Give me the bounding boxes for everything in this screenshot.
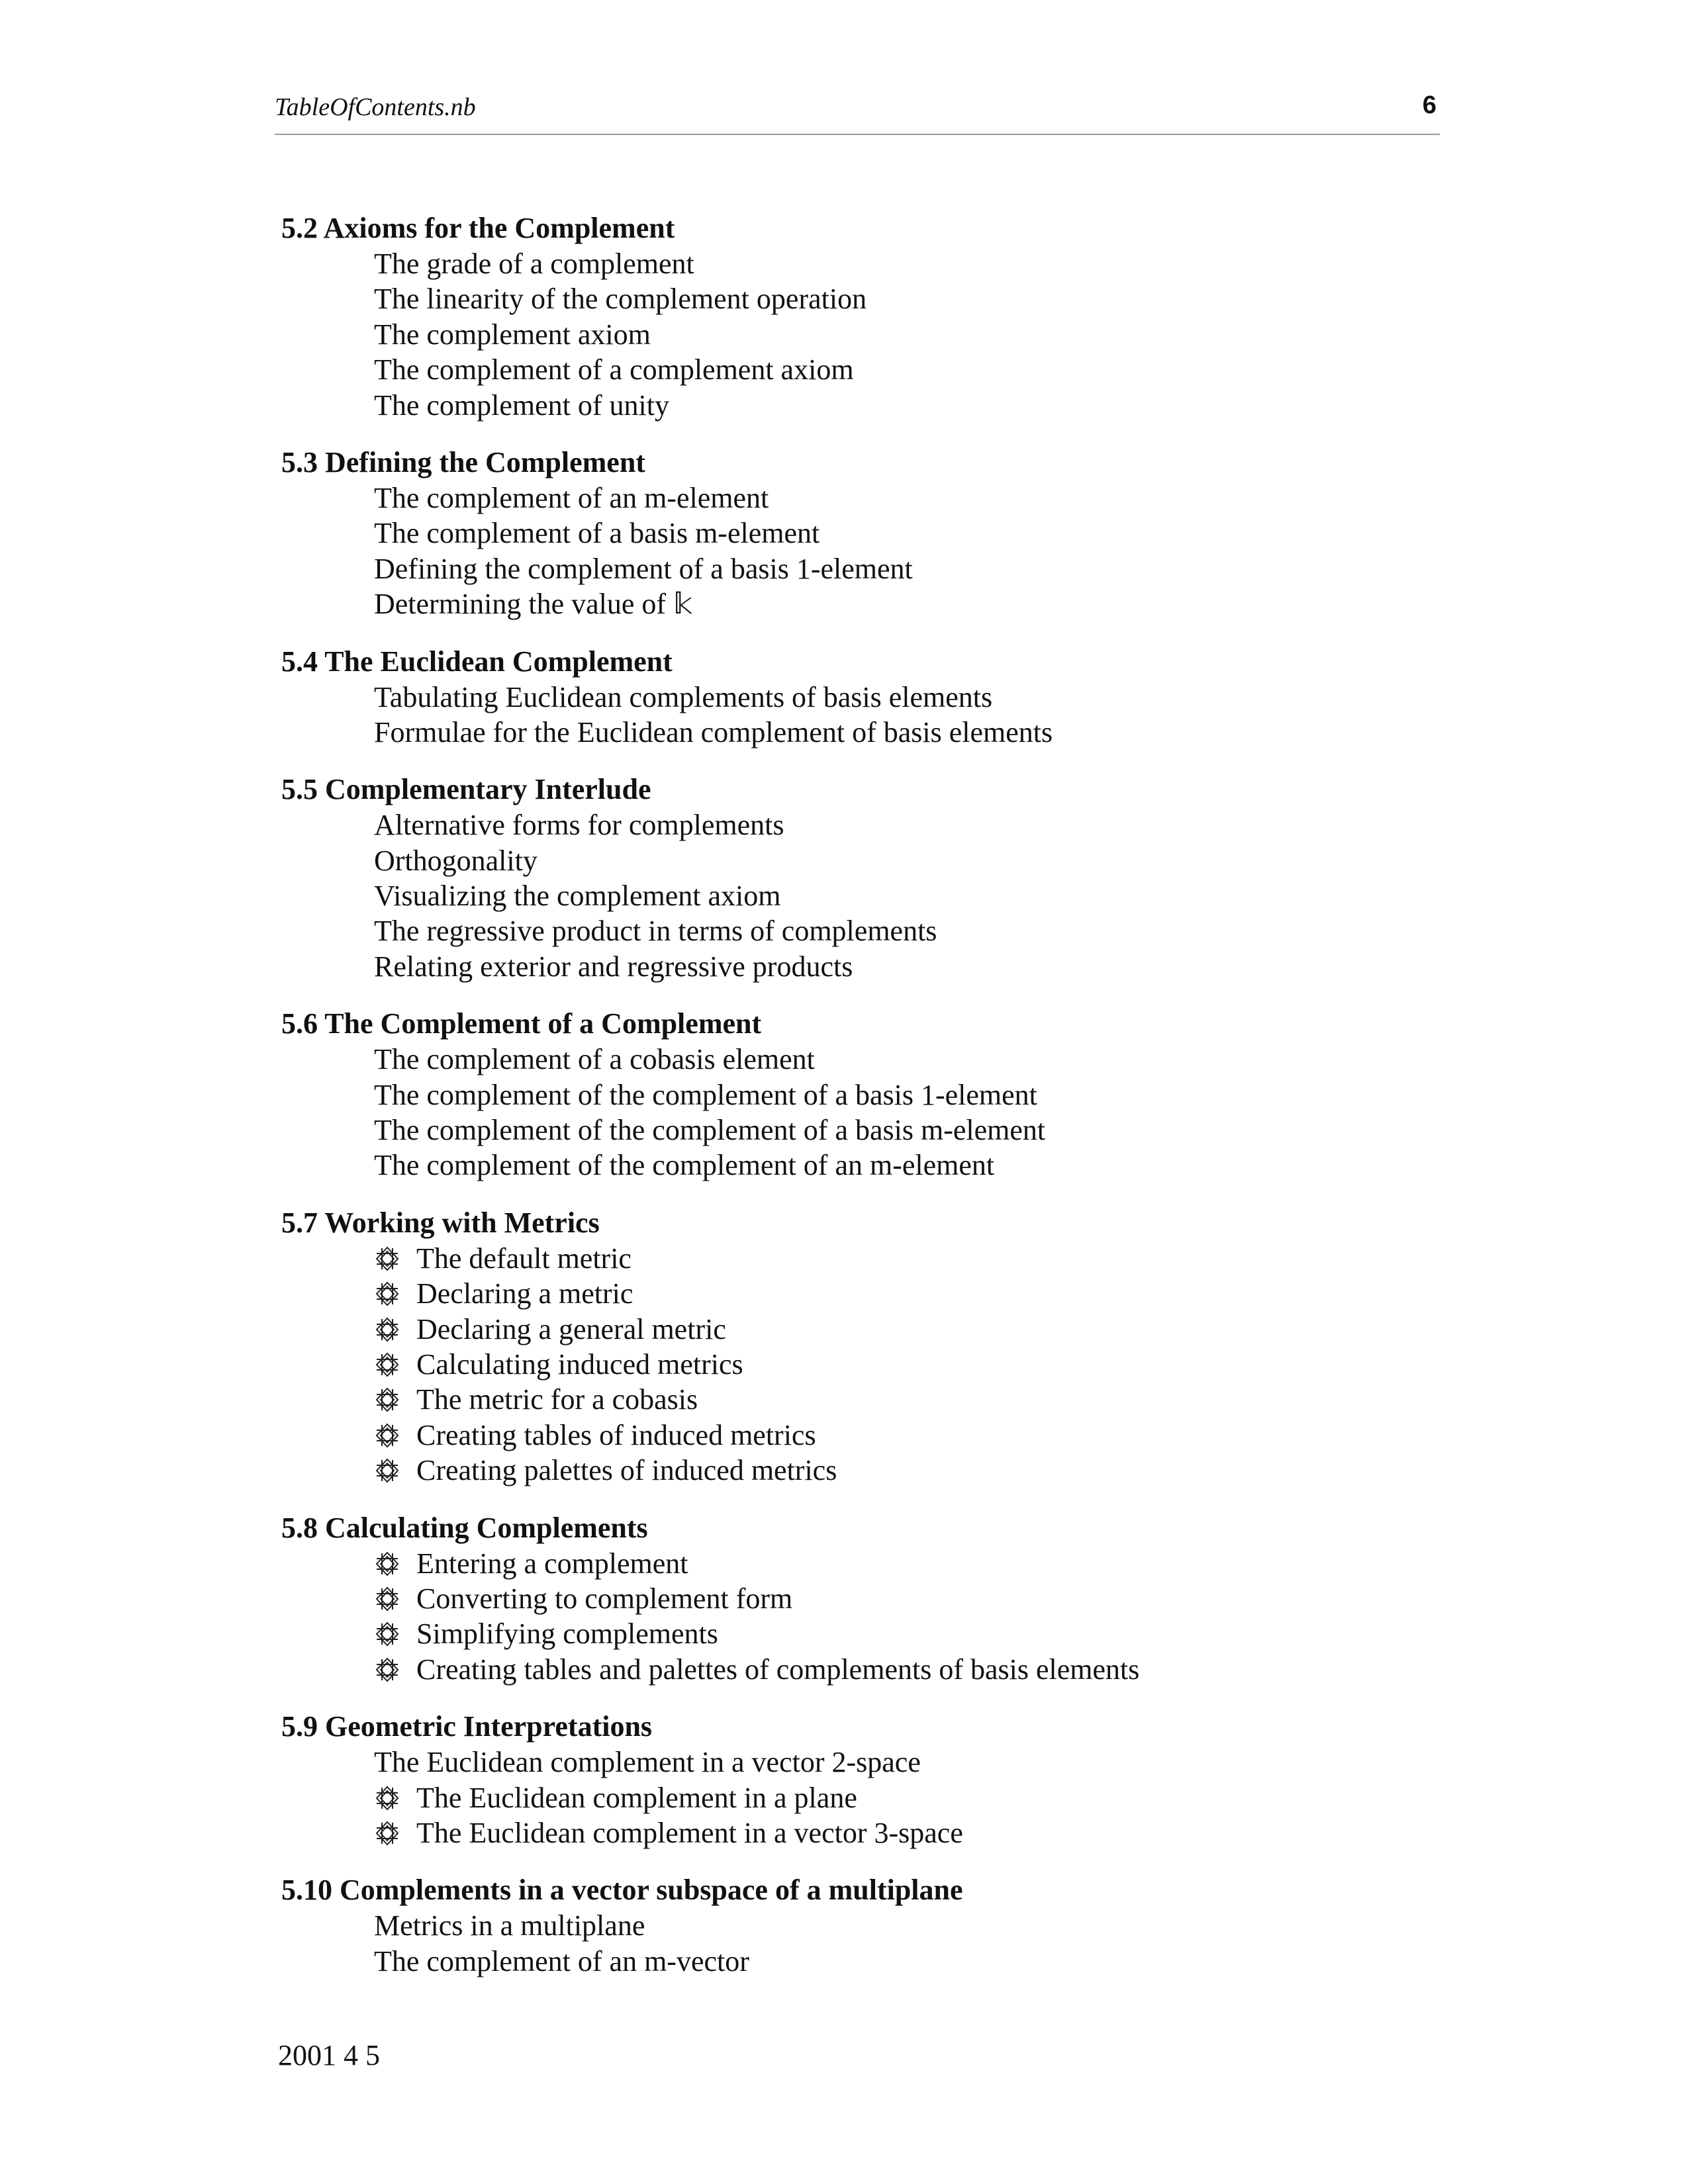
toc-entry: [281, 1077, 1407, 1113]
toc-section: [281, 1510, 1407, 1688]
toc-entry-label: Alternative forms for complements: [374, 809, 784, 842]
toc-section: [281, 1205, 1407, 1488]
toc-entry-label: The complement of an m-element: [374, 481, 769, 514]
toc-entry: [281, 1382, 1407, 1417]
toc-entry: [281, 1453, 1407, 1488]
mathematica-package-icon: [374, 1551, 400, 1577]
toc-entry: [281, 913, 1407, 948]
toc-entry-label: Relating exterior and regressive products: [374, 950, 853, 983]
toc-entry-label: Creating palettes of induced metrics: [416, 1454, 837, 1487]
page-header: [275, 87, 1440, 135]
toc-entry: [281, 1780, 1407, 1815]
toc-entry-label: Tabulating Euclidean complements of basis elements: [374, 680, 993, 713]
mathematica-package-icon: [374, 1621, 400, 1647]
toc-entry-label: The regressive product in terms of complements: [374, 915, 937, 948]
toc-entry-label: Simplifying complements: [416, 1617, 718, 1651]
toc-entry: [281, 1616, 1407, 1651]
toc-entry-label: The complement of a complement axiom: [374, 353, 854, 387]
toc-section: [281, 210, 1407, 423]
toc-entry-label: The grade of a complement: [374, 248, 694, 280]
toc-entry: [281, 1815, 1407, 1850]
section-title: 5.9 Geometric Interpretations: [281, 1710, 653, 1743]
section-title: 5.10 Complements in a vector subspace of a multiplane: [281, 1874, 963, 1907]
toc-entry-label: Converting to complement form: [416, 1582, 793, 1615]
toc-entry: [281, 680, 1407, 715]
toc-entry-label: The linearity of the complement operation: [374, 283, 867, 316]
toc-entry-label: The complement of a cobasis element: [374, 1043, 815, 1076]
toc-entry-label: The complement of an m-vector: [374, 1944, 749, 1978]
toc-entry: [281, 1908, 1407, 1943]
toc-entry-label: The complement of the complement of a basis m-element: [374, 1114, 1046, 1147]
toc-entry-label: Entering a complement: [416, 1547, 688, 1580]
toc-entry-label: The metric for a cobasis: [416, 1383, 698, 1416]
mathematica-package-icon: [374, 1316, 400, 1343]
mathematica-package-icon: [374, 1820, 400, 1846]
section-title: 5.6 The Complement of a Complement: [281, 1007, 762, 1040]
toc-entry-label: The Euclidean complement in a vector 3-space: [416, 1816, 963, 1849]
toc-entry: [281, 317, 1407, 352]
section-title: 5.2 Axioms for the Complement: [281, 212, 675, 244]
toc-entry: [281, 352, 1407, 387]
toc-entry: [281, 949, 1407, 984]
toc-entry-label: The complement of the complement of an m-element: [374, 1149, 995, 1182]
toc-entry: [281, 516, 1407, 551]
toc-entry-label: The Euclidean complement in a vector 2-space: [374, 1746, 921, 1779]
mathematica-package-icon: [374, 1422, 400, 1449]
toc-entry-label: The complement axiom: [374, 318, 651, 351]
mathematica-package-icon: [374, 1351, 400, 1378]
toc-entry-label: Orthogonality: [374, 844, 538, 877]
toc-entry-label: The complement of the complement of a basis 1-element: [374, 1078, 1037, 1111]
toc-entry-label: Calculating induced metrics: [416, 1347, 743, 1381]
mathematica-package-icon: [374, 1657, 400, 1683]
toc-entry-label: Declaring a metric: [416, 1277, 633, 1310]
section-title: 5.7 Working with Metrics: [281, 1206, 600, 1239]
toc-entry: [281, 715, 1407, 750]
mathematica-package-icon: [374, 1387, 400, 1413]
toc-entry: [281, 1042, 1407, 1077]
section-title: 5.5 Complementary Interlude: [281, 773, 651, 806]
toc-entry: [281, 1276, 1407, 1311]
mathematica-package-icon: [374, 1281, 400, 1307]
toc-entry: [281, 807, 1407, 842]
toc-entry-label: The default metric: [416, 1242, 632, 1275]
toc-entry: [281, 1944, 1407, 1979]
table-of-contents: [281, 210, 1407, 2001]
toc-entry-label: Creating tables and palettes of complements of basis elements: [416, 1653, 1140, 1686]
toc-entry: [281, 281, 1407, 316]
toc-entry: [281, 1546, 1407, 1581]
toc-entry: [281, 586, 1407, 621]
notebook-title: TableOfContents.nb: [275, 93, 476, 121]
toc-section: [281, 644, 1407, 751]
section-title: 5.4 The Euclidean Complement: [281, 645, 673, 678]
toc-section: [281, 1006, 1407, 1183]
toc-entry: [281, 480, 1407, 516]
toc-entry: [281, 878, 1407, 913]
toc-entry: [281, 1148, 1407, 1183]
mathematica-package-icon: [374, 1457, 400, 1484]
toc-entry: [281, 1581, 1407, 1616]
section-title: 5.8 Calculating Complements: [281, 1511, 648, 1544]
toc-entry: [281, 388, 1407, 423]
toc-entry-label: Defining the complement of a basis 1-element: [374, 552, 913, 585]
toc-entry-label: Visualizing the complement axiom: [374, 880, 781, 913]
toc-entry: [281, 1652, 1407, 1687]
toc-entry: [281, 1745, 1407, 1780]
toc-entry: [281, 551, 1407, 586]
toc-entry-label: Metrics in a multiplane: [374, 1909, 645, 1942]
toc-entry: [281, 1347, 1407, 1382]
toc-entry-label: The complement of unity: [374, 388, 669, 422]
toc-entry: [281, 1312, 1407, 1347]
toc-section: [281, 1709, 1407, 1850]
toc-entry: [281, 1113, 1407, 1148]
mathematica-package-icon: [374, 1586, 400, 1612]
mathematica-package-icon: [374, 1246, 400, 1272]
toc-section: [281, 445, 1407, 622]
toc-entry-label: The Euclidean complement in a plane: [416, 1781, 857, 1814]
toc-entry-label: Determining the value of 𝕜: [374, 588, 692, 621]
toc-entry-label: Creating tables of induced metrics: [416, 1418, 816, 1451]
section-title: 5.3 Defining the Complement: [281, 445, 645, 478]
toc-entry-label: Declaring a general metric: [416, 1312, 726, 1345]
toc-entry-label: The complement of a basis m-element: [374, 517, 820, 550]
toc-entry: [281, 246, 1407, 281]
footer-date: 2001 4 5: [278, 2039, 380, 2071]
toc-entry: [281, 1241, 1407, 1276]
toc-entry: [281, 843, 1407, 878]
mathematica-package-icon: [374, 1785, 400, 1811]
toc-entry: [281, 1418, 1407, 1453]
page-number: 6: [1422, 91, 1436, 119]
toc-section: [281, 772, 1407, 984]
toc-entry-label: Formulae for the Euclidean complement of basis elements: [374, 715, 1053, 749]
toc-section: [281, 1872, 1407, 1979]
